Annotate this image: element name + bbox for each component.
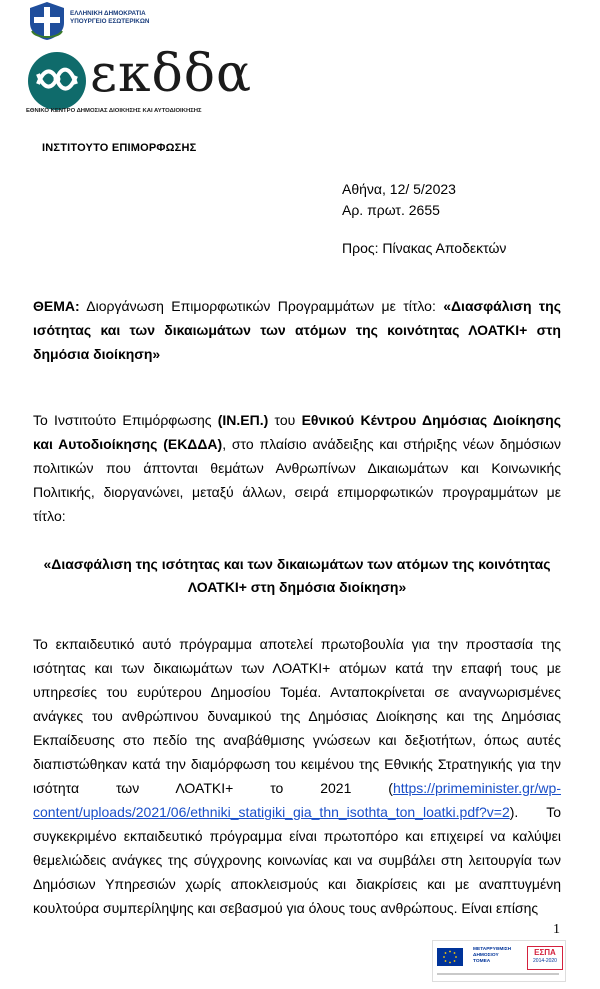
recipient-line: Προς: Πίνακας Αποδεκτών — [342, 240, 507, 256]
ekdda-full-name: Εθνικού Κέντρου Δημόσιας Διοίκησης και Αυτοδιοίκησης (ΕΚΔΔΑ) — [33, 412, 561, 452]
ministry-line-2: ΥΠΟΥΡΓΕΙΟ ΕΣΩΤΕΡΙΚΩΝ — [70, 18, 150, 25]
strategy-link[interactable]: https://primeminister.gr/wp-content/uploads/2021/06/ethniki_statigiki_gia_thn_isothta_ton_loatki.pdf?v=2 — [33, 780, 561, 820]
subject-label: ΘΕΜΑ: — [33, 298, 80, 314]
subject-text: Διοργάνωση Επιμορφωτικών Προγραμμάτων με τίτλο: — [79, 298, 444, 314]
ministry-line-1: ΕΛΛΗΝΙΚΗ ΔΗΜΟΚΡΑΤΙΑ — [70, 10, 146, 17]
intro-text-3: , στο πλαίσιο ανάδειξης και στήριξης νέων δημόσιων πολιτικών που άπτονται θεμάτων Ανθρωπίνων Δικαιωμάτων και Κοινωνικής Πολιτικής, διοργανώνει, μεταξύ άλλων, σειρά επιμορφωτικών προγραμμάτων με τίτλο: — [33, 436, 561, 524]
intro-text-2: του — [268, 412, 302, 428]
reform-line-1: ΜΕΤΑΡΡΥΘΜΙΣΗ — [473, 947, 512, 952]
header-logo-block — [26, 0, 253, 118]
date-line: Αθήνα, 12/ 5/2023 — [342, 181, 456, 197]
intro-text-1: Το Ινστιτούτο Επιμόρφωσης — [33, 412, 218, 428]
greek-emblem-icon — [28, 1, 66, 41]
funding-logos — [432, 940, 566, 982]
ministry-name — [70, 10, 149, 26]
espa-wordmark: ΕΣΠΑ — [534, 948, 556, 957]
reform-line-3: ΤΟΜΕΑ — [473, 959, 491, 964]
ekdda-wordmark: εκδδα — [90, 44, 253, 104]
protocol-number: Αρ. πρωτ. 2655 — [342, 202, 440, 218]
institute-name: ΙΝΣΤΙΤΟΥΤΟ ΕΠΙΜΟΡΦΩΣΗΣ — [42, 142, 197, 154]
body-text-1: Το εκπαιδευτικό αυτό πρόγραμμα αποτελεί πρωτοβουλία για την προστασία της ισότητας και των δικαιωμάτων των ΛΟΑΤΚΙ+ ατόμων κατά την επαφή τους με υπηρεσίες του ευρύτερου Δημοσίου Τομέα. Ανταποκρίνεται σε αναγνωρισμένες ανάγκες του ανθρώπινου δυναμικού της Δημόσιας Διοίκησης και της Δημόσιας Εκπαίδευσης στο πεδίο της αναβάθμισης γνώσεων και δεξιοτήτων, όπως αυτές διαπιστώθηκαν κατά την διαμόρφωση του κειμένου της Εθνικής Στρατηγικής για την ισότητα των ΛΟΑΤΚΙ+ το 2021 ( — [33, 636, 561, 796]
subject-title: «Διασφάλιση της ισότητας και των δικαιωμάτων των ατόμων της κοινότητας ΛΟΑΤΚΙ+ στη δημόσια διοίκηση» — [33, 298, 561, 362]
subject-paragraph — [33, 294, 561, 366]
espa-logo — [527, 946, 563, 970]
reform-line-2: ΔΗΜΟΣΙΟΥ — [473, 953, 499, 958]
body-paragraph — [33, 632, 561, 920]
body-text-2: ). Το συγκεκριμένο εκπαιδευτικό πρόγραμμα είναι πρωτοπόρο και επιχειρεί να καλύψει θεμελιώδεις ανάγκες της σύγχρονης κοινωνίας και να συμβάλει στη λειτουργία των Δημόσιων Υπηρεσιών χωρίς αποκλεισμούς και διακρίσεις και με αναπτυγμένη κουλτούρα συμπερίληψης και σεβασμού για όλους τους ανθρώπους. Είναι επίσης — [33, 804, 561, 916]
program-title: «Διασφάλιση της ισότητας και των δικαιωμάτων των ατόμων της κοινότητας ΛΟΑΤΚΙ+ στη δημόσια διοίκηση» — [43, 556, 551, 595]
reform-logo — [473, 947, 511, 965]
page-number: 1 — [553, 922, 560, 937]
footer-fine-print-line — [437, 973, 559, 975]
eu-flag-icon — [437, 948, 463, 966]
intro-paragraph — [33, 408, 561, 528]
ekdda-logo-icon — [26, 50, 88, 112]
ekdda-subtitle: ΕΘΝΙΚΟ ΚΕΝΤΡΟ ΔΗΜΟΣΙΑΣ ΔΙΟΙΚΗΣΗΣ ΚΑΙ ΑΥΤΟΔΙΟΙΚΗΣΗΣ — [26, 108, 202, 114]
inep-abbrev: (ΙΝ.ΕΠ.) — [217, 412, 269, 428]
espa-period: 2014-2020 — [533, 958, 557, 964]
